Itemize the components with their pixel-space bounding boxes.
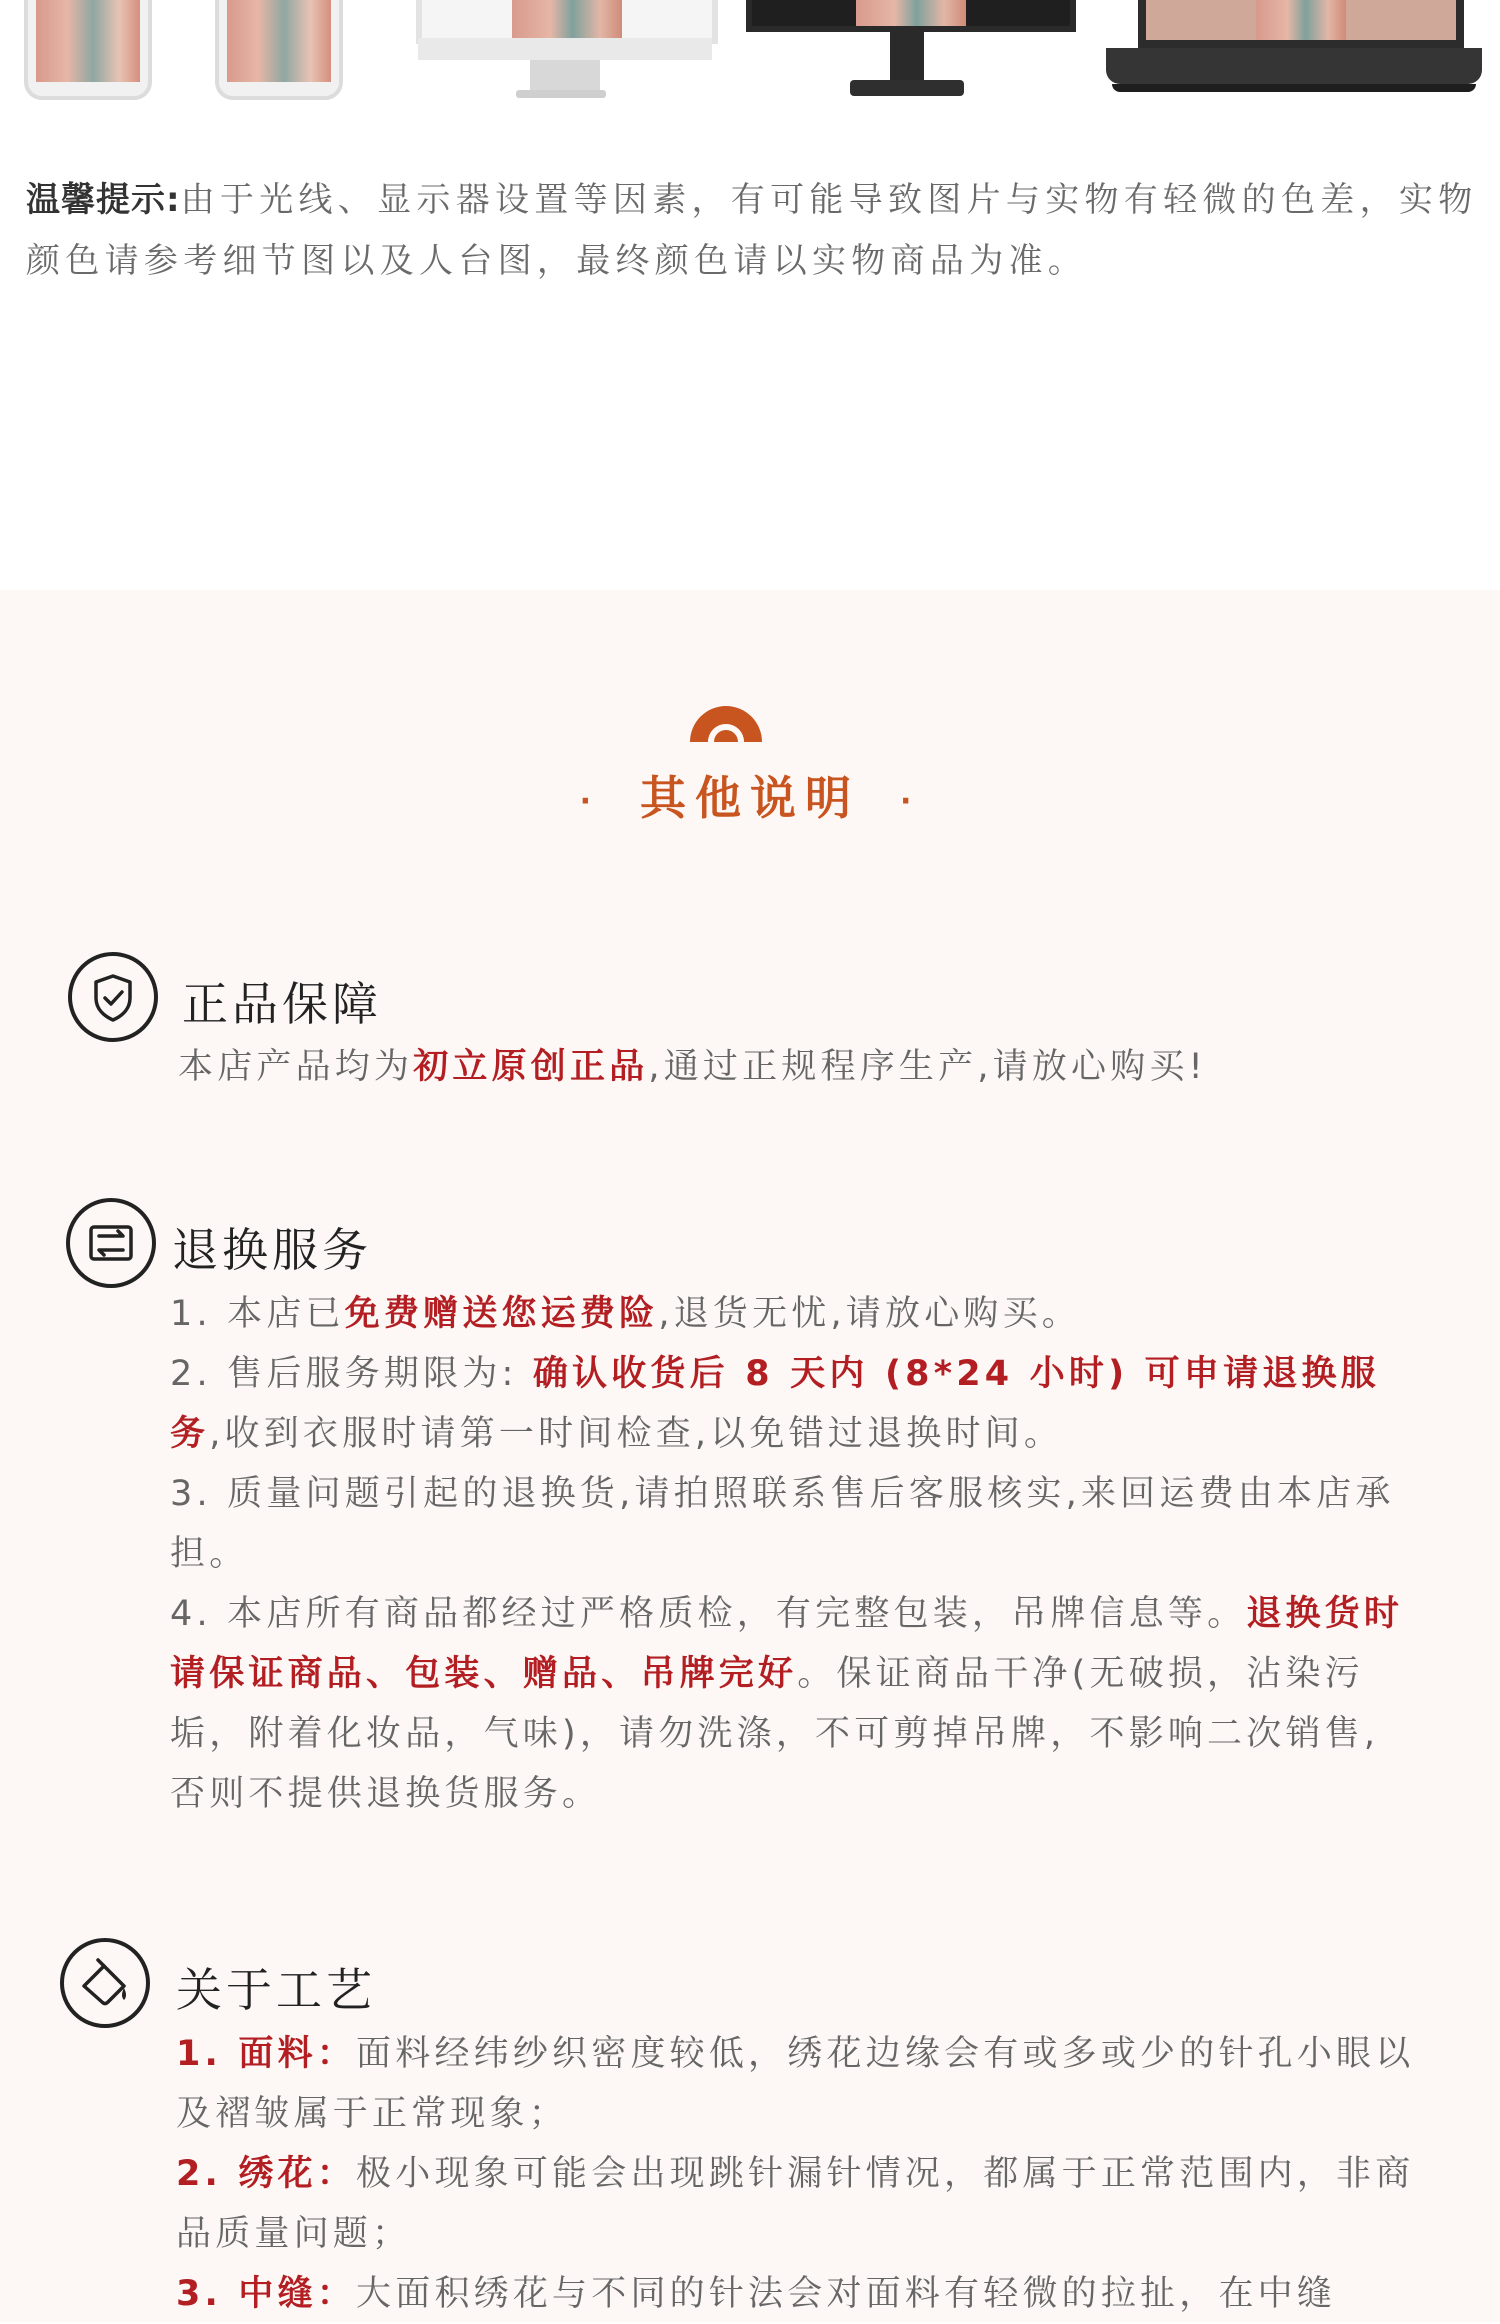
craft-item-3: 3. 中缝：大面积绣花与不同的针法会对面料有轻微的拉扯，在中缝 [176, 2274, 1337, 2314]
craft-item-1: 1. 面料：面料经纬纱织密度较低，绣花边缘会有或多或少的针孔小眼以及褶皱属于正常现象； [176, 2034, 1415, 2134]
return-box-icon [64, 1196, 158, 1290]
genuine-highlight: 初立原创正品 [413, 1047, 649, 1087]
returns-list [170, 1284, 1410, 1824]
title-dot-right: · [900, 784, 921, 819]
returns-item-4: 4. 本店所有商品都经过严格质检，有完整包装，吊牌信息等。退换货时请保证商品、包装、赠品、吊牌完好。保证商品干净(无破损，沾染污垢，附着化妆品，气味)，请勿洗涤，不可剪掉吊牌，不影响二次销售,否则不提供退换货服务。 [170, 1594, 1404, 1814]
genuine-text [178, 1042, 1438, 1092]
section-title-text: 其他说明 [640, 771, 860, 825]
fan-icon [688, 706, 764, 744]
craft-title: 关于工艺 [176, 1963, 376, 2017]
returns-item-3: 3. 质量问题引起的退换货,请拍照联系售后客服核实,来回运费由本店承担。 [170, 1474, 1395, 1574]
craft-list [176, 2024, 1416, 2324]
title-dot-left: · [579, 784, 600, 819]
color-difference-notice [26, 170, 1486, 292]
phone-preview-image [24, 0, 152, 100]
notice-lead: 温馨提示: [26, 180, 181, 220]
notice-text: 由于光线、显示器设置等因素，有可能导致图片与实物有轻微的色差，实物颜色请参考细节图以及人台图，最终颜色请以实物商品为准。 [26, 180, 1478, 281]
genuine-title: 正品保障 [182, 977, 382, 1031]
phone-preview-image [215, 0, 343, 100]
craft-item-2: 2. 绣花：极小现象可能会出现跳针漏针情况，都属于正常范围内，非商品质量问题； [176, 2154, 1415, 2254]
genuine-text-before: 本店产品均为 [178, 1047, 414, 1087]
genuine-text-after: ,通过正规程序生产,请放心购买! [648, 1047, 1207, 1087]
shield-check-icon [66, 950, 160, 1044]
returns-title: 退换服务 [172, 1223, 372, 1277]
device-preview-strip [0, 0, 1500, 110]
returns-item-1: 1. 本店已免费赠送您运费险,退货无忧,请放心购买。 [170, 1294, 1081, 1334]
paint-bucket-icon [58, 1936, 152, 2030]
returns-item-2: 2. 售后服务期限为: 确认收货后 8 天内 (8*24 小时) 可申请退换服务,收到衣服时请第一时间检查,以免错过退换时间。 [170, 1354, 1380, 1454]
section-title [0, 762, 1500, 828]
